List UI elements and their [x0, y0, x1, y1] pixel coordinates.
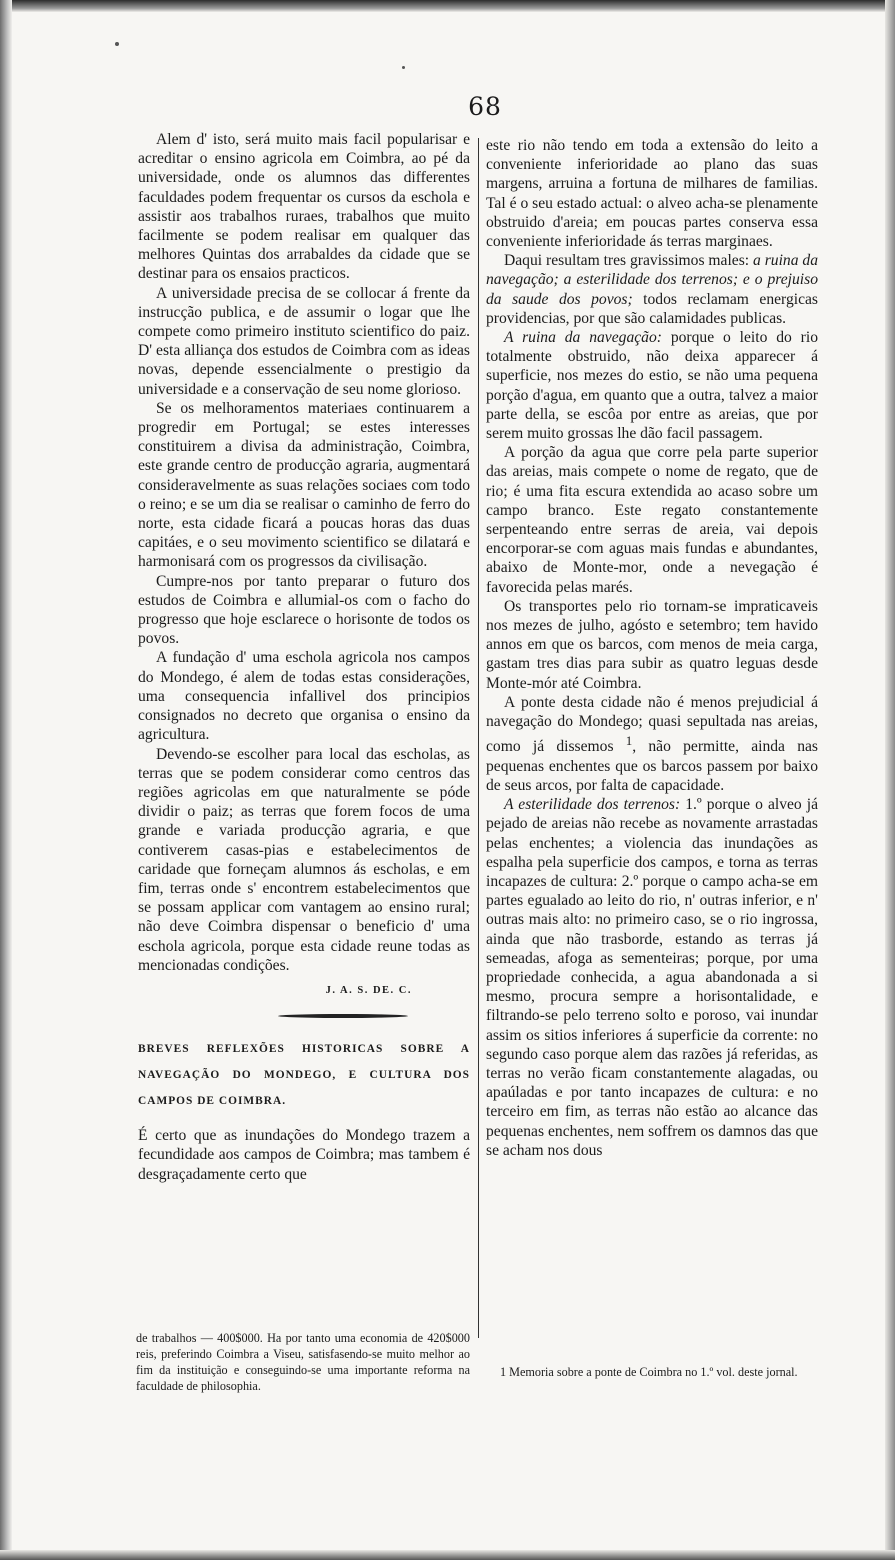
footnote-text: 1 Memoria sobre a ponte de Coimbra no 1.º vol. deste jornal. [500, 1365, 798, 1379]
paragraph [486, 251, 818, 328]
page-left-edge [0, 0, 12, 1560]
ornamental-rule [278, 1014, 408, 1018]
author-signature: J. A. S. DE. C. [325, 984, 412, 996]
ink-speck [402, 66, 405, 69]
paragraph: Devendo-se escolher para local das escholas, as terras que se podem considerar como centros das regiões agricolas em que naturalmente se póde dividir o paiz; as terras que forem focos de uma grande e variada producção agraria, e que contiverem casas-pias e estabelecimentos de caridade que forneçam alumnos ás escholas, e em fim, terras onde s' encontrem estabelecimentos que se possam applicar com vantagem ao ensino rural; não deve Coimbra dispensar o beneficio d' uma eschola agricola, porque esta cidade reune todas as mencionadas condições. [138, 745, 470, 974]
text-run: porque o leito do rio totalmente obstruido, não deixa apparecer á superficie, nos mezes do estio, se não uma pequena porção d'agua, em quanto que a outra, talvez a maior parte della, se escôa por entre as areias, que por serem muito grossas lhe dão facil passagem. [486, 329, 819, 443]
paragraph [486, 693, 818, 795]
italic-run: A esterilidade dos terrenos: [504, 796, 681, 814]
paragraph [486, 795, 818, 1160]
footnote-continuation [136, 1330, 470, 1394]
paragraph: É certo que as inundações do Mondego trazem a fecundidade aos campos de Coimbra; mas tambem é desgraçadamente certo que [138, 1127, 470, 1183]
paragraph: A fundação d' uma eschola agricola nos campos do Mondego, é alem de todas estas considerações, uma consequencia infallivel dos principios consignados no decreto que organisa o ensino da agricultura. [138, 649, 470, 744]
footnote-reference: 1 [625, 733, 633, 749]
paragraph: A universidade precisa de se collocar á frente da instrucção publica, e de assumir o logar que lhe compete como primeiro instituto scientifico do paiz. D' esta alliança dos estudos de Coimbra com as ideas novas, depende essencialmente o prestigio da universidade e a conservação de seu nome glorioso. [138, 284, 470, 398]
text-run: todos reclamam energicas providencias, por que são calamidades publicas. [486, 290, 818, 327]
italic-run: a ruina da navegação; a esterilidade dos terrenos; e o prejuiso da saude dos povos; [486, 252, 819, 308]
section-heading: BREVES REFLEXÕES HISTORICAS SOBRE A NAVEGAÇÃO DO MONDEGO, E CULTURA DOS CAMPOS DE COIMBRA. [138, 1043, 470, 1108]
text-run: 1.º porque o alveo já pejado de areias não recebe as novamente arrastadas pelas enchentes; a violencia das inundações as espalha pela superficie dos campos, e torna as terras incapazes de cultura: 2.º porque o campo acha-se em partes egualado ao leito do rio, n' outras inferior, e n' outras mais alto: no primeiro caso, se o rio ingrossa, ainda que não trasborde, estando as terras já semeadas, afoga as sementeiras; porque, por uma propriedade conhecida, a agua abandonada a si mesmo, procura sempre a horisontalidade, e filtrando-se pelo terreno solto e poroso, vai inundar assim os sitios inferiores á superficie da corrente: no segundo caso porque alem das razões já referidas, as terras no verão ficam constantemente alagadas, ou apaúladas e por tanto incapazes de cultura: e no terceiro em fim, as terras não estão ao alcance das pequenas enchentes, nem soffrem os damnos das que se acham nos dous [486, 796, 818, 1159]
paragraph: A porção da agua que corre pela parte superior das areias, mais compete o nome de regato, que de rio; é uma fita escura extendida ao acaso sobre um campo branco. Este regato constantemente serpenteando entre serras de areia, vai depois encorporar-se com aguas mais fundas e abundantes, abaixo de Monte-mor, onde a nevegação é favorecida pelas marés. [486, 444, 818, 596]
text-run: A ponte desta cidade não é menos prejudicial á navegação do Mondego; quasi sepultada nas areias, como já dissemos [486, 693, 818, 756]
paragraph: Se os melhoramentos materiaes continuarem a progredir em Portugal; se estes interesses constituirem a divisa da administração, Coimbra, este grande centro de producção agraria, augmentará consideravelmente as suas relações sociaes com todo o reino; e se um dia se realisar o caminho de ferro do norte, esta cidade ficará a poucas horas das duas capitáes, e o seu movimento scientifico se dilatará e harmonisará com os progressos da civilisação. [138, 399, 470, 571]
paragraph: este rio não tendo em toda a extensão do leito a conveniente inferioridade ao plano das suas margens, arruina a fortuna de milhares de familias. Tal é o seu estado actual: o alveo acha-se plenamente obstruido d'areia; em poucas partes conserva essa conveniente inferioridade ás terras marginaes. [486, 137, 818, 251]
page-number: 68 [468, 92, 502, 121]
text-run: , não permitte, ainda nas pequenas enchentes que os barcos passem por baixo de seus arcos, por falta de capacidade. [486, 738, 818, 794]
paragraph: Alem d' isto, será muito mais facil popularisar e acreditar o ensino agricola em Coimbra, ao pé da universidade, onde os alumnos das differentes faculdades podem frequentar os cursos da eschola e assistir aos trabalhos ruraes, trabalhos que muito facilmente se podem realisar em qualquer das melhores Quintas dos arrabaldes da cidade que se destinar para os ensaios practicos. [138, 131, 470, 283]
footnote [486, 1364, 810, 1380]
column-divider [478, 138, 479, 1338]
text-run: Daqui resultam tres gravissimos males: [504, 252, 750, 270]
section-separator [138, 1000, 470, 1036]
ink-speck [115, 42, 119, 46]
paragraph: Os transportes pelo rio tornam-se impraticaveis nos mezes de julho, agósto e setembro; tem havido annos em que os barcos, com menos de meia carga, gastam tres dias para subir as quatro leguas desde Monte-mór até Coimbra. [486, 597, 818, 692]
page-right-edge [885, 0, 895, 1560]
paragraph [486, 328, 818, 443]
italic-run: A ruina da navegação: [504, 329, 662, 347]
page-top-edge [0, 0, 895, 12]
footnote-text: de trabalhos — 400$000. Ha por tanto uma economia de 420$000 reis, preferindo Coimbra a Viseu, satisfasendo-se muito melhor ao fim da instituição e conseguindo-se uma importante reforma na faculdade de philosophia. [136, 1331, 470, 1393]
paragraph: Cumpre-nos por tanto preparar o futuro dos estudos de Coimbra e allumial-os com o facho do progresso que hoje esclarece o horisonte de todos os povos. [138, 572, 470, 648]
page-bottom-edge [0, 1550, 895, 1560]
right-column [486, 136, 818, 1160]
left-column [138, 130, 470, 1184]
